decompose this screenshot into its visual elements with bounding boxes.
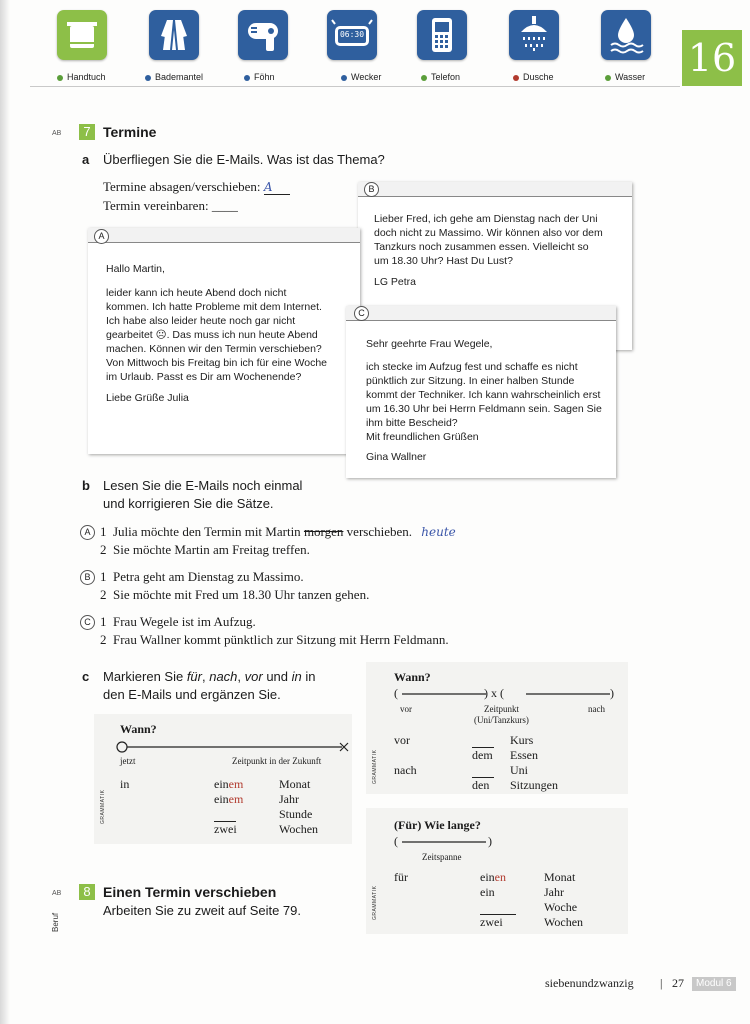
icon-label-bademantel: Bademantel (145, 72, 203, 82)
grammar-left-prep: in (120, 777, 130, 791)
icon-label-wecker: Wecker (341, 72, 381, 82)
task-b-letter: b (82, 478, 90, 493)
task-b-c1 (100, 614, 256, 630)
task-b-c2-text: Frau Wallner kommt pünktlich zur Sitzung mit Herrn Feldmann. (113, 632, 449, 647)
email-c-label: C (354, 306, 369, 321)
task-a-line2-blank[interactable]: ____ (211, 198, 238, 213)
section-title-termin-verschieben: Einen Termin verschieben (103, 884, 277, 900)
icon-label-handtuch: Handtuch (57, 72, 106, 82)
email-a-body: leider kann ich heute Abend doch nicht kommen. Ich hatte Probleme mit dem Internet. Ich habe also leider heute noch gar nicht gearbeitet ☹. Das muss ich nun heute Abend machen. Können wir den Termin verschieben? Von Mittwoch bis Freitag bin ich für eine Woche im Urlaub. Passt es Dir am Wochenende? (106, 287, 327, 383)
grammar-right-top-art-2: dem (472, 748, 493, 762)
grammar-right-top-art-1 (472, 733, 494, 748)
grammar-box-left-side-label: GRAMMATIK (100, 789, 106, 824)
vocabulary-icon-strip (28, 0, 678, 90)
grammar-left-title: Wann? (120, 722, 157, 736)
grammar-right-top-scale-lines (402, 692, 614, 696)
grammar-right-top-art-4: den (472, 778, 490, 792)
grammar-box-wann-in (94, 714, 352, 844)
email-card-c (346, 306, 616, 478)
icon-strip-divider (30, 86, 680, 87)
grammar-left-art-3 (214, 807, 236, 822)
grammar-right-bottom-scale-line (402, 840, 488, 844)
grammar-box-wann-vor-nach (366, 662, 628, 794)
grammar-right-bottom-scale-left: ( (394, 834, 398, 848)
grammar-left-art-1: einem (214, 777, 244, 791)
section-title-termine: Termine (103, 124, 157, 140)
grammar-right-top-noun-2: Essen (510, 748, 538, 762)
icon-label-telefon: Telefon (421, 72, 460, 82)
task-b-b2-text: Sie möchte mit Fred um 18.30 Uhr tanzen gehen. (113, 587, 370, 602)
exercise-number-8: 8 (79, 884, 95, 900)
task-b-b2-num: 2 (100, 587, 107, 602)
ab-tag-7: AB (52, 130, 62, 137)
clock-display: 06:30 (339, 30, 365, 39)
task-b-a1-after: verschieben. (343, 524, 413, 539)
task-a-line2-label: Termin vereinbaren: (103, 198, 209, 213)
email-c-signature: Gina Wallner (366, 451, 427, 463)
task-c-word-fuer: für (186, 669, 202, 684)
task-b-a2-num: 2 (100, 542, 107, 557)
task-c-text-und: und (262, 669, 292, 684)
grammar-right-top-noun-3: Uni (510, 763, 528, 777)
grammar-right-bottom-art-1: einen (480, 870, 506, 884)
grammar-right-top-title: Wann? (394, 670, 431, 684)
task-b-b2 (100, 587, 369, 603)
icon-item-wasser (580, 0, 670, 90)
task-c-letter: c (82, 669, 90, 684)
email-c-greeting: Sehr geehrte Frau Wegele, (366, 338, 493, 350)
task-c-comma-2: , (237, 669, 245, 684)
task-c-text-end: in (301, 669, 316, 684)
towel-icon (57, 10, 107, 60)
book-spine-shadow (0, 0, 10, 1024)
grammar-left-art-4: zwei (214, 822, 237, 836)
task-b-a1-correction[interactable]: heute (421, 525, 456, 539)
task-a-instruction: Überfliegen Sie die E-Mails. Was ist das Thema? (103, 152, 385, 167)
icon-item-foehn (212, 0, 302, 90)
grammar-right-top-scale-right: ) (610, 686, 614, 700)
email-c-closing: Mit freundlichen Grüßen (366, 431, 479, 443)
email-b-header-bar (358, 182, 632, 197)
email-b-text (374, 212, 606, 296)
icon-label-dusche: Dusche (513, 72, 554, 82)
email-a-text (106, 262, 332, 412)
task-b-instruction-1: Lesen Sie die E-Mails noch einmal (103, 478, 303, 493)
phone-icon (417, 10, 467, 60)
hairdryer-icon (238, 10, 288, 60)
grammar-box-right-top-side-label: GRAMMATIK (372, 749, 378, 784)
task-b-a1-num: 1 (100, 524, 107, 539)
grammar-right-bottom-title: (Für) Wie lange? (394, 818, 481, 832)
icon-label-wasser: Wasser (605, 72, 645, 82)
email-a-closing: Liebe Grüße Julia (106, 392, 189, 404)
grammar-right-top-prep-nach: nach (394, 763, 417, 777)
grammar-right-top-label-vor: vor (400, 704, 412, 714)
task-c-text-1: Markieren Sie (103, 669, 187, 684)
task-b-b1-num: 1 (100, 569, 107, 584)
grammar-right-bottom-scale-right: ) (488, 834, 492, 848)
grammar-right-top-scale-mid: ) x ( (484, 686, 504, 700)
grammar-right-bottom-label: Zeitspanne (422, 852, 462, 862)
email-b-body: Lieber Fred, ich gehe am Dienstag nach der Uni doch nicht zu Massimo. Wir können also vor dem Tanzkurs noch zusammen essen. Vielleicht so um 18.30 Uhr? Hast Du Lust? (374, 213, 603, 267)
water-icon (601, 10, 651, 60)
task-b-instruction-2: und korrigieren Sie die Sätze. (103, 496, 274, 511)
grammar-right-bottom-noun-2: Jahr (544, 885, 564, 899)
grammar-right-top-noun-4: Sitzungen (510, 778, 558, 792)
grammar-left-noun-1: Monat (279, 777, 311, 791)
icon-item-bademantel (120, 0, 210, 90)
bathrobe-icon (149, 10, 199, 60)
email-card-a (88, 228, 360, 454)
icon-item-handtuch (28, 0, 118, 90)
icon-label-foehn: Föhn (244, 72, 275, 82)
grammar-left-noun-2: Jahr (279, 792, 299, 806)
grammar-left-noun-3: Stunde (279, 807, 313, 821)
task-a-line1-label: Termine absagen/verschieben: (103, 179, 261, 194)
task-b-a2-text: Sie möchte Martin am Freitag treffen. (113, 542, 310, 557)
task-a-line1-answer[interactable]: A (264, 180, 290, 195)
grammar-right-top-noun-1: Kurs (510, 733, 534, 747)
task-b-c1-text: Frau Wegele ist im Aufzug. (113, 614, 256, 629)
task-b-a1 (100, 524, 456, 540)
task-c-word-in: in (291, 669, 302, 684)
task-c-word-nach: nach (209, 669, 238, 684)
icon-item-dusche (488, 0, 578, 90)
grammar-left-noun-4: Wochen (279, 822, 319, 836)
email-a-greeting: Hallo Martin, (106, 263, 165, 275)
grammar-right-bottom-art-3 (480, 900, 516, 915)
task-a-line2 (103, 198, 238, 214)
task-b-group-c-label: C (80, 615, 95, 630)
beruf-side-label: Beruf (51, 912, 60, 932)
grammar-right-bottom-prep: für (394, 870, 408, 884)
task-b-a2 (100, 542, 310, 558)
task-b-c1-num: 1 (100, 614, 107, 629)
icon-item-telefon (396, 0, 486, 90)
footer-page-word: siebenundzwanzig (545, 976, 634, 990)
unit-number-badge: 16 (682, 30, 742, 86)
grammar-right-top-prep-vor: vor (394, 733, 410, 747)
task-b-c2-num: 2 (100, 632, 107, 647)
task-b-a1-before: Julia möchte den Termin mit Martin (113, 524, 304, 539)
email-c-body: ich stecke im Aufzug fest und schaffe es nicht pünktlich zur Sitzung. In einer halben Stunde kommt der Techniker. Ich kann wahrscheinlich erst um 16.30 Uhr bei Herrn Feldmann sein. Sagen Sie ihm bitte Bescheid? (366, 361, 602, 429)
footer-separator: | (660, 976, 663, 990)
task-c-instruction-1 (103, 668, 316, 686)
footer-page-number: 27 (672, 976, 684, 990)
grammar-right-bottom-noun-4: Wochen (544, 915, 584, 929)
task-b-group-b-label: B (80, 570, 95, 585)
grammar-right-bottom-noun-3: Woche (544, 900, 578, 914)
alarm-clock-icon (327, 10, 377, 60)
grammar-box-wie-lange (366, 808, 628, 934)
grammar-right-top-label-nach: nach (588, 704, 605, 714)
icon-item-wecker (304, 0, 394, 90)
email-b-closing: LG Petra (374, 276, 417, 288)
email-c-header-bar (346, 306, 616, 321)
grammar-right-top-art-3 (472, 763, 494, 778)
ab-tag-8: AB (52, 890, 62, 897)
grammar-right-top-label-uni: (Uni/Tanzkurs) (474, 715, 529, 725)
grammar-right-top-label-zeitpunkt: Zeitpunkt (484, 704, 519, 714)
grammar-right-bottom-noun-1: Monat (544, 870, 576, 884)
task-b-b1-text: Petra geht am Dienstag zu Massimo. (113, 569, 304, 584)
email-b-label: B (364, 182, 379, 197)
task-b-a1-struck-word: morgen (303, 524, 344, 539)
task-a-line1 (103, 179, 290, 195)
grammar-right-top-scale-left: ( (394, 686, 398, 700)
email-a-label: A (94, 229, 109, 244)
task-b-b1 (100, 569, 304, 585)
grammar-left-art-2: einem (214, 792, 244, 806)
section8-subtitle: Arbeiten Sie zu zweit auf Seite 79. (103, 903, 302, 918)
email-c-text (366, 337, 604, 471)
task-b-group-a-label: A (80, 525, 95, 540)
task-c-instruction-2: den E-Mails und ergänzen Sie. (103, 687, 281, 702)
task-a-letter: a (82, 152, 90, 167)
grammar-left-timeline (116, 741, 352, 753)
task-c-comma-1: , (201, 669, 210, 684)
grammar-right-bottom-art-4: zwei (480, 915, 503, 929)
footer-modul-badge: Modul 6 (692, 977, 736, 991)
email-a-header-bar (88, 228, 360, 243)
grammar-box-right-bottom-side-label: GRAMMATIK (372, 885, 378, 920)
shower-icon (509, 10, 559, 60)
task-c-word-vor: vor (244, 669, 263, 684)
grammar-left-end-label: Zeitpunkt in der Zukunft (232, 756, 322, 766)
grammar-right-bottom-art-2: ein (480, 885, 495, 899)
exercise-number-7: 7 (79, 124, 95, 140)
grammar-left-start-label: jetzt (120, 756, 136, 766)
task-b-c2 (100, 632, 449, 648)
